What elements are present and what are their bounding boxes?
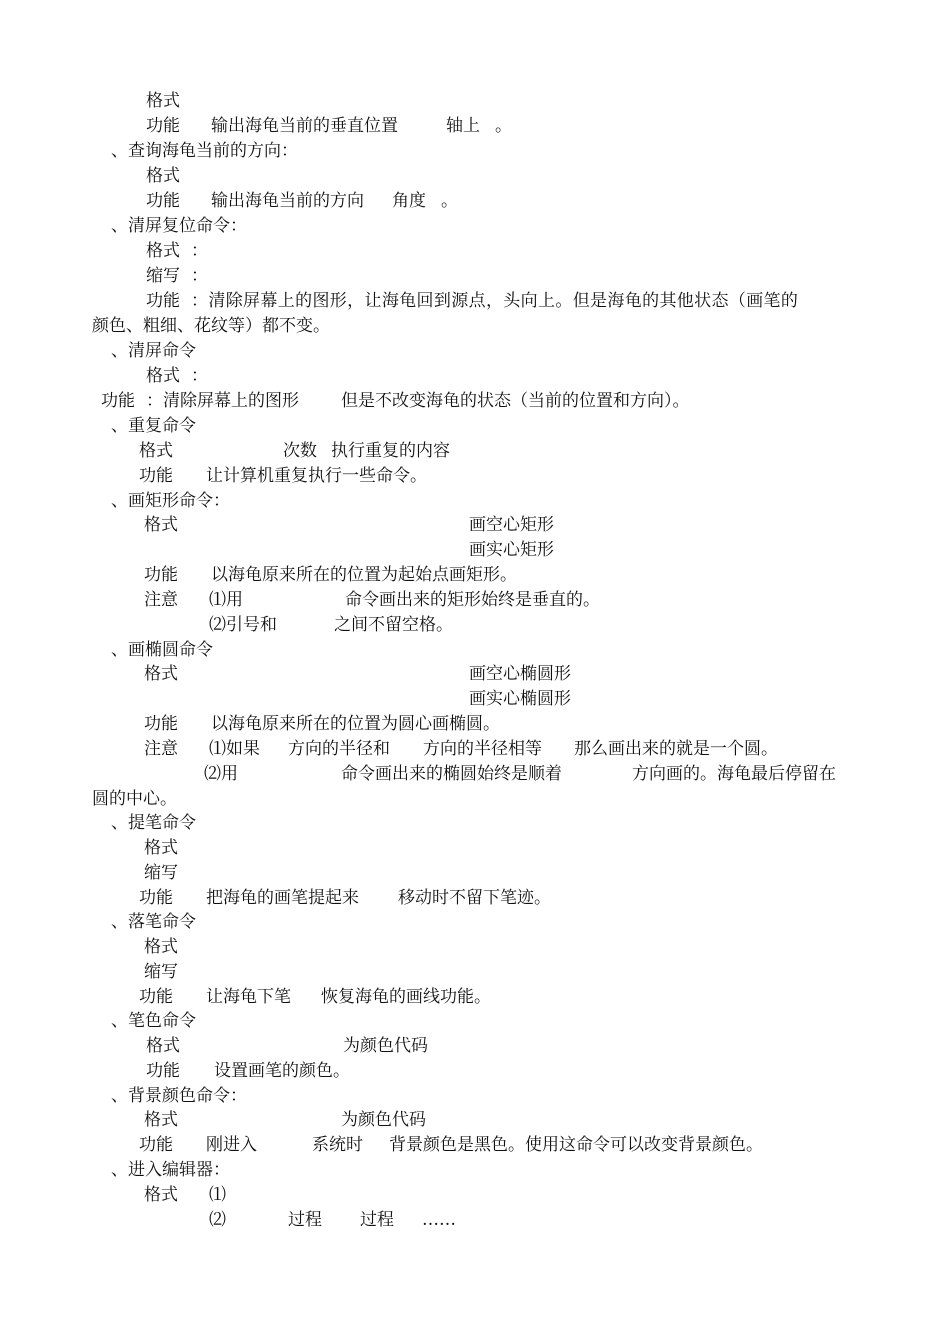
text-segment: 为颜色代码 xyxy=(343,1036,428,1056)
format-label: 格式 xyxy=(139,441,173,461)
format-label: 格式 xyxy=(146,241,180,261)
text-segment: 轴上 xyxy=(446,116,480,136)
text-segment: 命令画出来的椭圆始终是顺着 xyxy=(341,764,562,784)
section-heading: 、清屏复位命令： xyxy=(111,216,247,236)
text-segment: 背景颜色是黑色。使用这命令可以改变背景颜色。 xyxy=(389,1135,763,1155)
function-label: 功能 xyxy=(146,291,180,311)
abbreviation-label: 缩写 xyxy=(144,863,178,883)
function-label: 功能 xyxy=(139,1135,173,1155)
section-heading: 、背景颜色命令： xyxy=(111,1086,247,1106)
text-segment: ⑴如果 xyxy=(209,739,260,759)
text-segment: 方向的半径相等 xyxy=(423,739,542,759)
text-segment: 系统时 xyxy=(312,1135,363,1155)
text-segment: 画空心矩形 xyxy=(469,515,554,535)
text-segment: ⑵引号和 xyxy=(209,615,277,635)
format-label: 格式 xyxy=(144,1110,178,1130)
text-segment: 圆的中心。 xyxy=(92,789,177,809)
text-segment: ： xyxy=(191,366,208,386)
text-segment: 输出海龟当前的方向 xyxy=(211,191,364,211)
note-label: 注意 xyxy=(144,590,178,610)
text-segment: 设置画笔的颜色。 xyxy=(214,1061,350,1081)
text-segment: 为颜色代码 xyxy=(341,1110,426,1130)
text-segment: 。 xyxy=(495,116,512,136)
note-label: 注意 xyxy=(144,739,178,759)
text-segment: 画空心椭圆形 xyxy=(469,664,571,684)
text-segment: ：清除屏幕上的图形 xyxy=(146,391,299,411)
format-label: 格式 xyxy=(146,1036,180,1056)
function-label: 功能 xyxy=(139,466,173,486)
abbreviation-label: 缩写 xyxy=(146,266,180,286)
text-segment: 次数 xyxy=(283,441,317,461)
text-segment: 过程 xyxy=(360,1210,394,1230)
text-segment: ⑵ xyxy=(209,1210,226,1230)
section-heading: 、画椭圆命令 xyxy=(111,640,213,660)
text-segment: 移动时不留下笔迹。 xyxy=(398,888,551,908)
section-heading: 、落笔命令 xyxy=(111,912,196,932)
section-heading: 、重复命令 xyxy=(111,416,196,436)
text-segment: ： xyxy=(191,266,208,286)
text-segment: 之间不留空格。 xyxy=(334,615,453,635)
text-segment: 过程 xyxy=(288,1210,322,1230)
text-segment: …… xyxy=(422,1210,456,1230)
format-label: 格式 xyxy=(146,166,180,186)
text-segment: 把海龟的画笔提起来 xyxy=(206,888,359,908)
text-segment: 那么画出来的就是一个圆。 xyxy=(574,739,778,759)
format-label: 格式 xyxy=(146,366,180,386)
text-segment: ⑴用 xyxy=(209,590,243,610)
text-segment: 刚进入 xyxy=(206,1135,257,1155)
function-label: 功能 xyxy=(146,191,180,211)
text-segment: 画实心椭圆形 xyxy=(469,689,571,709)
text-segment: 但是不改变海龟的状态（当前的位置和方向）。 xyxy=(341,391,690,411)
text-segment: 让计算机重复执行一些命令。 xyxy=(206,466,427,486)
text-segment: 以海龟原来所在的位置为圆心画椭圆。 xyxy=(211,714,500,734)
section-heading: 、画矩形命令： xyxy=(111,491,230,511)
text-segment: 颜色、粗细、花纹等）都不变。 xyxy=(92,316,330,336)
function-label: 功能 xyxy=(146,116,180,136)
abbreviation-label: 缩写 xyxy=(144,962,178,982)
text-segment: 方向画的。海龟最后停留在 xyxy=(632,764,836,784)
function-label: 功能 xyxy=(144,714,178,734)
text-segment: ：清除屏幕上的图形，让海龟回到源点，头向上。但是海龟的其他状态（画笔的 xyxy=(191,291,799,311)
function-label: 功能 xyxy=(139,987,173,1007)
function-label: 功能 xyxy=(101,391,135,411)
text-segment: 以海龟原来所在的位置为起始点画矩形。 xyxy=(211,565,517,585)
text-segment: ⑴ xyxy=(209,1185,226,1205)
function-label: 功能 xyxy=(146,1061,180,1081)
format-label: 格式 xyxy=(144,937,178,957)
section-heading: 、进入编辑器： xyxy=(111,1160,230,1180)
format-label: 格式 xyxy=(144,664,178,684)
section-heading: 、提笔命令 xyxy=(111,813,196,833)
text-segment: 角度 xyxy=(392,191,426,211)
text-segment: 画实心矩形 xyxy=(469,540,554,560)
section-heading: 、笔色命令 xyxy=(111,1011,196,1031)
format-label: 格式 xyxy=(144,838,178,858)
text-segment: 执行重复的内容 xyxy=(331,441,450,461)
text-segment: 。 xyxy=(441,191,458,211)
text-segment: ⑵用 xyxy=(204,764,238,784)
text-segment: 方向的半径和 xyxy=(288,739,390,759)
section-heading: 、查询海龟当前的方向： xyxy=(111,141,298,161)
format-label: 格式 xyxy=(144,515,178,535)
text-segment: 输出海龟当前的垂直位置 xyxy=(211,116,398,136)
text-segment: 命令画出来的矩形始终是垂直的。 xyxy=(345,590,600,610)
text-segment: ： xyxy=(191,241,208,261)
function-label: 功能 xyxy=(139,888,173,908)
function-label: 功能 xyxy=(144,565,178,585)
text-segment: 恢复海龟的画线功能。 xyxy=(321,987,491,1007)
text-segment: 让海龟下笔 xyxy=(206,987,291,1007)
section-heading: 、清屏命令 xyxy=(111,341,196,361)
format-label: 格式 xyxy=(146,91,180,111)
format-label: 格式 xyxy=(144,1185,178,1205)
